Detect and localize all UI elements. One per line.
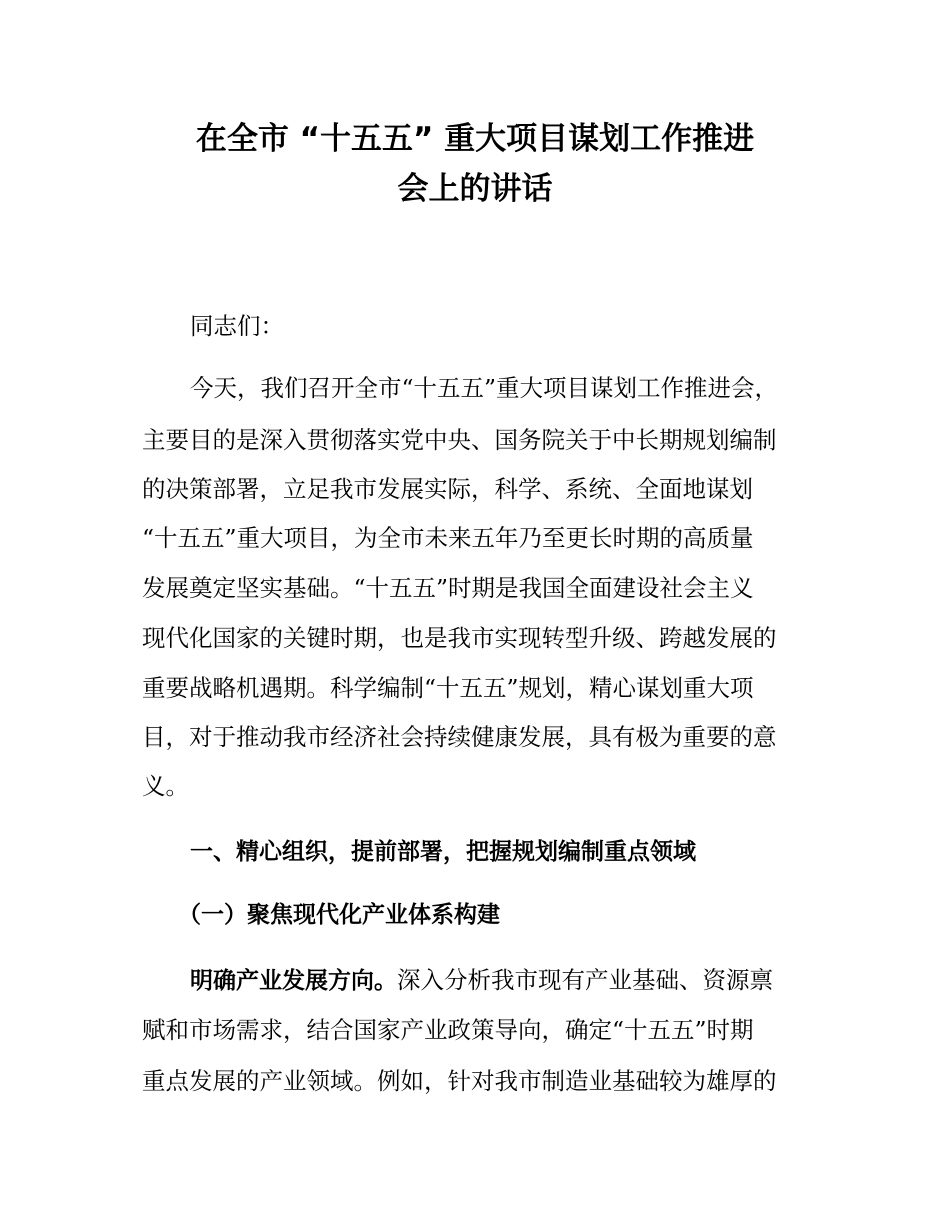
document-title-line-1: 在全市 “十五五” 重大项目谋划工作推进 bbox=[195, 121, 755, 157]
intro-line: 发展奠定坚实基础。“十五五”时期是我国全面建设社会主义 bbox=[142, 574, 754, 602]
intro-line: 重要战略机遇期。科学编制“十五五”规划，精心谋划重大项 bbox=[142, 674, 754, 702]
document-title-line-2: 会上的讲话 bbox=[397, 171, 553, 207]
intro-line: 今天，我们召开全市“十五五”重大项目谋划工作推进会， bbox=[190, 374, 779, 402]
paragraph-lead: 明确产业发展方向。 bbox=[190, 968, 397, 994]
intro-line: 主要目的是深入贯彻落实党中央、国务院关于中长期规划编制 bbox=[142, 426, 777, 454]
paragraph-line bbox=[190, 965, 830, 996]
intro-line: 目，对于推动我市经济社会持续健康发展，具有极为重要的意 bbox=[142, 723, 777, 751]
paragraph-line: 赋和市场需求，结合国家产业政策导向，确定“十五五”时期 bbox=[142, 1016, 754, 1044]
intro-line: 的决策部署，立足我市发展实际，科学、系统、全面地谋划 bbox=[142, 475, 753, 503]
salutation: 同志们： bbox=[190, 312, 284, 340]
paragraph-text: 深入分析我市现有产业基础、资源禀 bbox=[397, 966, 773, 994]
subsection-heading: （一）聚焦现代化产业体系构建 bbox=[178, 902, 500, 928]
intro-line: 现代化国家的关键时期，也是我市实现转型升级、跨越发展的 bbox=[142, 624, 777, 652]
section-heading: 一、精心组织，提前部署，把握规划编制重点领域 bbox=[190, 839, 696, 865]
intro-line: “十五五”重大项目，为全市未来五年乃至更长时期的高质量 bbox=[142, 524, 754, 552]
intro-line: 义。 bbox=[142, 772, 189, 800]
paragraph-line: 重点发展的产业领域。例如，针对我市制造业基础较为雄厚的 bbox=[142, 1067, 777, 1095]
